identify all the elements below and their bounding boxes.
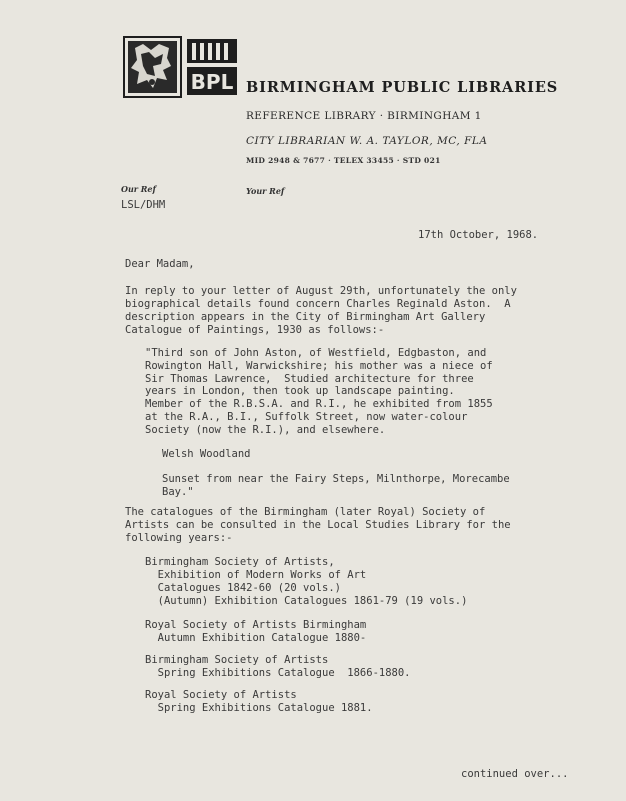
catalogue-list-item: Royal Society of Artists Birmingham Autumn Exhibition Catalogue 1880- (145, 619, 367, 644)
catalogue-list-item: Birmingham Society of Artists, Exhibition of Modern Works of Art Catalogues 1842-60 (20 vols.) (Autumn) Exhibition Catalogues 1861-79 (19 vols.) (145, 556, 468, 607)
city-librarian-line: CITY LIBRARIAN W. A. TAYLOR, MC, FLA (246, 135, 488, 147)
paragraph-intro: In reply to your letter of August 29th, unfortunately the only biographical details found concern Charles Reginald Aston. A description appears in the City of Birmingham Art Gallery Catalogue of Paintings, 1930 as follows:- (125, 285, 517, 336)
contact-line: MID 2948 & 7677 · TELEX 33455 · STD 021 (246, 156, 441, 165)
our-ref-value: LSL/DHM (121, 199, 166, 211)
our-ref-label: Our Ref (121, 184, 156, 194)
letter-date: 17th October, 1968. (418, 229, 539, 241)
library-crest-logo (123, 36, 239, 98)
salutation: Dear Madam, (125, 258, 195, 270)
paragraph-catalogues: The catalogues of the Birmingham (later Royal) Society of Artists can be consulted in the Local Studies Library for the following years:- (125, 506, 511, 544)
organization-name: BIRMINGHAM PUBLIC LIBRARIES (246, 79, 559, 96)
svg-text:BPL: BPL (190, 70, 234, 94)
catalogue-list-item: Birmingham Society of Artists Spring Exhibitions Catalogue 1866-1880. (145, 654, 411, 679)
your-ref-label: Your Ref (246, 186, 285, 196)
continued-note: continued over... (461, 768, 569, 780)
department-line: REFERENCE LIBRARY · BIRMINGHAM 1 (246, 110, 482, 122)
catalogue-list-item: Royal Society of Artists Spring Exhibitions Catalogue 1881. (145, 689, 373, 714)
painting-title-1: Welsh Woodland (162, 448, 251, 460)
painting-title-2: Sunset from near the Fairy Steps, Milnthorpe, Morecambe Bay." (162, 473, 510, 498)
catalogue-quote: "Third son of John Aston, of Westfield, Edgbaston, and Rowington Hall, Warwickshire; his mother was a niece of Sir Thomas Lawrence, Studied architecture for three years in London, then took up landscape painting. Member of the R.B.S.A. and R.I., he exhibited from 1855 at the R.A., B.I., Suffolk Street, now water-colour Society (now the R.I.), and elsewhere. (145, 347, 493, 436)
